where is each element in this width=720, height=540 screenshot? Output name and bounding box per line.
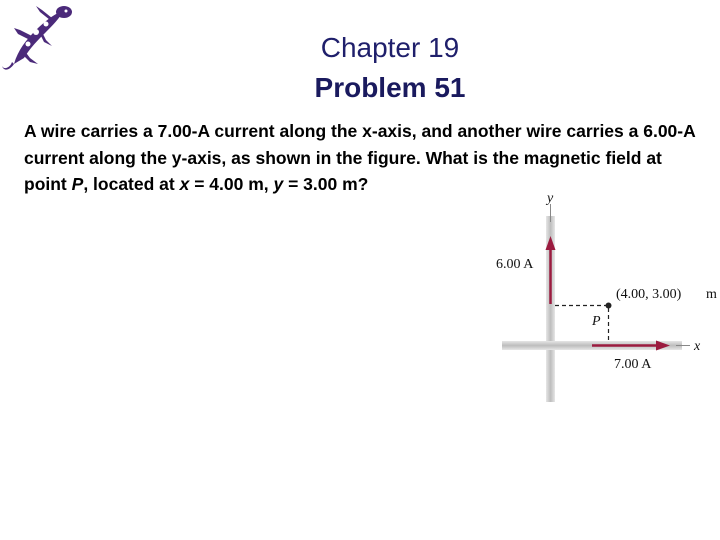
problem-text-part4: = 3.00 m? [283,174,369,194]
problem-text-part3: = 4.00 m, [189,174,274,194]
current-x-label: 7.00 A [614,357,652,372]
lizard-logo-icon [0,0,76,76]
problem-text-part2: , located at [83,174,180,194]
wire-figure [480,188,720,408]
problem-text-part1: A wire carries a 7.00-A current along the x-axis, and another wire carries a 6.00-A current along the y-axis, as shown in the figure. What is the magnetic field at point [24,121,696,194]
current-y-label: 6.00 A [496,257,534,272]
y-axis-label: y [547,191,554,206]
point-variable: P [71,174,84,194]
x-variable: x [179,174,190,194]
point-p-dot [606,303,612,309]
point-coords-label: (4.00, 3.00) [616,287,682,302]
chapter-title: Chapter 19 [320,32,460,63]
point-p-label: P [592,314,601,329]
coords-unit-label: m [706,287,717,302]
y-variable: y [273,174,284,194]
problem-statement [24,118,704,198]
problem-title: Problem 51 [314,72,466,103]
x-axis-label: x [694,339,701,354]
